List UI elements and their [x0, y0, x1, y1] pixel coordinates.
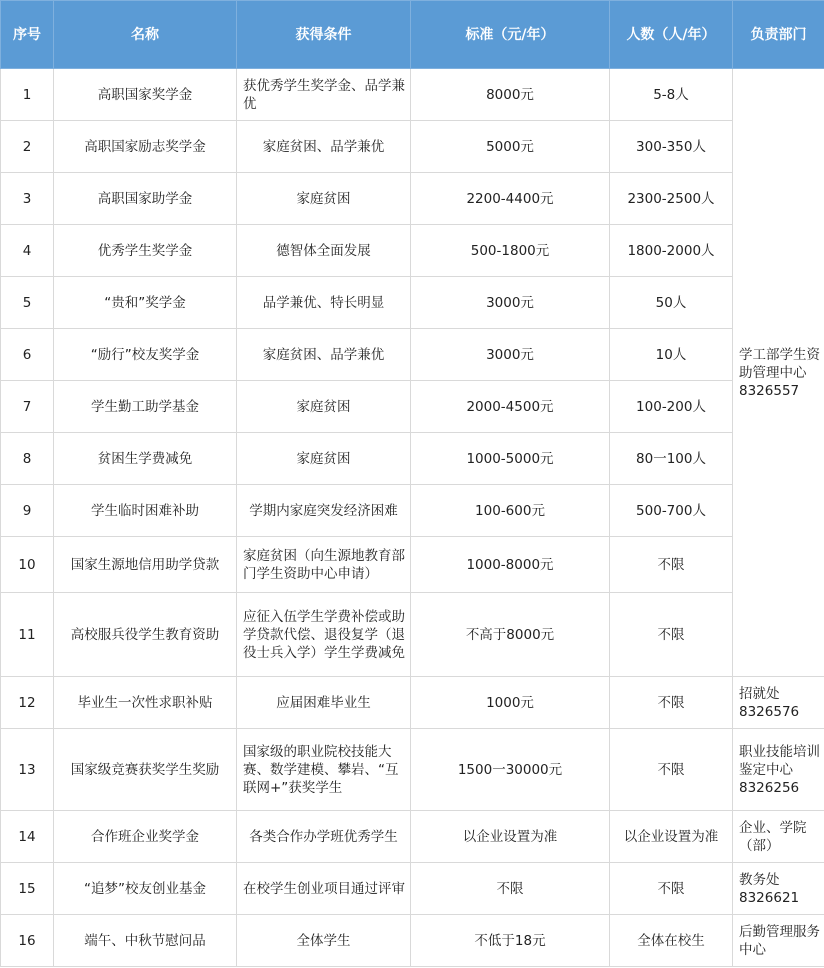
table-row — [1, 173, 824, 225]
cell-no: 10 — [1, 537, 54, 593]
cell-condition: 各类合作办学班优秀学生 — [237, 811, 411, 863]
cell-count: 2300-2500人 — [610, 173, 733, 225]
cell-standard: 1000元 — [411, 677, 610, 729]
cell-count: 不限 — [610, 677, 733, 729]
cell-condition: 学期内家庭突发经济困难 — [237, 485, 411, 537]
header-department: 负责部门 — [733, 1, 824, 69]
cell-no: 11 — [1, 593, 54, 677]
cell-condition: 全体学生 — [237, 915, 411, 967]
header-name: 名称 — [54, 1, 237, 69]
cell-department: 职业技能培训鉴定中心8326256 — [733, 729, 824, 811]
cell-standard: 500-1800元 — [411, 225, 610, 277]
header-row — [1, 1, 824, 69]
cell-condition: 国家级的职业院校技能大赛、数学建模、攀岩、“互联网+”获奖学生 — [237, 729, 411, 811]
cell-standard: 100-600元 — [411, 485, 610, 537]
cell-condition: 应征入伍学生学费补偿或助学贷款代偿、退役复学（退役士兵入学）学生学费减免 — [237, 593, 411, 677]
cell-no: 2 — [1, 121, 54, 173]
cell-name: 毕业生一次性求职补贴 — [54, 677, 237, 729]
cell-standard: 1500一30000元 — [411, 729, 610, 811]
cell-name: 高职国家助学金 — [54, 173, 237, 225]
cell-name: 合作班企业奖学金 — [54, 811, 237, 863]
cell-department: 招就处8326576 — [733, 677, 824, 729]
cell-name: 高职国家奖学金 — [54, 69, 237, 121]
cell-no: 9 — [1, 485, 54, 537]
table-row — [1, 915, 824, 967]
cell-name: “追梦”校友创业基金 — [54, 863, 237, 915]
cell-count: 以企业设置为准 — [610, 811, 733, 863]
cell-standard: 不限 — [411, 863, 610, 915]
cell-name: 贫困生学费减免 — [54, 433, 237, 485]
table-row — [1, 677, 824, 729]
table-row — [1, 729, 824, 811]
cell-standard: 不低于18元 — [411, 915, 610, 967]
cell-condition: 家庭贫困（向生源地教育部门学生资助中心申请） — [237, 537, 411, 593]
header-condition: 获得条件 — [237, 1, 411, 69]
table-row — [1, 537, 824, 593]
cell-standard: 8000元 — [411, 69, 610, 121]
cell-standard: 3000元 — [411, 277, 610, 329]
cell-no: 3 — [1, 173, 54, 225]
cell-name: 国家级竞赛获奖学生奖励 — [54, 729, 237, 811]
table-row — [1, 811, 824, 863]
cell-condition: 品学兼优、特长明显 — [237, 277, 411, 329]
table-row — [1, 863, 824, 915]
cell-name: 学生临时困难补助 — [54, 485, 237, 537]
cell-count: 不限 — [610, 729, 733, 811]
cell-condition: 应届困难毕业生 — [237, 677, 411, 729]
table-row — [1, 381, 824, 433]
cell-standard: 2200-4400元 — [411, 173, 610, 225]
cell-standard: 1000-8000元 — [411, 537, 610, 593]
cell-no: 5 — [1, 277, 54, 329]
header-count: 人数（人/年） — [610, 1, 733, 69]
cell-condition: 家庭贫困、品学兼优 — [237, 329, 411, 381]
cell-count: 全体在校生 — [610, 915, 733, 967]
table-row — [1, 329, 824, 381]
cell-standard: 1000-5000元 — [411, 433, 610, 485]
header-no: 序号 — [1, 1, 54, 69]
cell-condition: 家庭贫困 — [237, 381, 411, 433]
cell-name: “励行”校友奖学金 — [54, 329, 237, 381]
cell-department: 后勤管理服务中心 — [733, 915, 824, 967]
cell-department: 教务处8326621 — [733, 863, 824, 915]
cell-no: 6 — [1, 329, 54, 381]
cell-department: 企业、学院（部） — [733, 811, 824, 863]
cell-standard: 以企业设置为准 — [411, 811, 610, 863]
table-row — [1, 593, 824, 677]
cell-no: 7 — [1, 381, 54, 433]
cell-name: “贵和”奖学金 — [54, 277, 237, 329]
cell-no: 12 — [1, 677, 54, 729]
cell-name: 国家生源地信用助学贷款 — [54, 537, 237, 593]
cell-condition: 在校学生创业项目通过评审 — [237, 863, 411, 915]
cell-name: 高校服兵役学生教育资助 — [54, 593, 237, 677]
cell-standard: 5000元 — [411, 121, 610, 173]
cell-standard: 3000元 — [411, 329, 610, 381]
cell-department-merged: 学工部学生资助管理中心8326557 — [733, 69, 824, 677]
table-row — [1, 225, 824, 277]
cell-no: 4 — [1, 225, 54, 277]
cell-no: 1 — [1, 69, 54, 121]
cell-condition: 家庭贫困、品学兼优 — [237, 121, 411, 173]
cell-count: 10人 — [610, 329, 733, 381]
cell-condition: 获优秀学生奖学金、品学兼优 — [237, 69, 411, 121]
cell-name: 端午、中秋节慰问品 — [54, 915, 237, 967]
cell-count: 不限 — [610, 593, 733, 677]
table-row — [1, 69, 824, 121]
cell-count: 不限 — [610, 863, 733, 915]
table-row — [1, 433, 824, 485]
cell-no: 14 — [1, 811, 54, 863]
cell-name: 优秀学生奖学金 — [54, 225, 237, 277]
cell-name: 学生勤工助学基金 — [54, 381, 237, 433]
cell-count: 80一100人 — [610, 433, 733, 485]
cell-standard: 不高于8000元 — [411, 593, 610, 677]
cell-condition: 德智体全面发展 — [237, 225, 411, 277]
cell-no: 16 — [1, 915, 54, 967]
cell-count: 5-8人 — [610, 69, 733, 121]
table-row — [1, 277, 824, 329]
header-standard: 标准（元/年） — [411, 1, 610, 69]
table-row — [1, 121, 824, 173]
cell-condition: 家庭贫困 — [237, 433, 411, 485]
cell-count: 不限 — [610, 537, 733, 593]
cell-count: 300-350人 — [610, 121, 733, 173]
cell-name: 高职国家励志奖学金 — [54, 121, 237, 173]
cell-no: 8 — [1, 433, 54, 485]
table-row — [1, 485, 824, 537]
cell-count: 50人 — [610, 277, 733, 329]
cell-no: 13 — [1, 729, 54, 811]
cell-condition: 家庭贫困 — [237, 173, 411, 225]
cell-standard: 2000-4500元 — [411, 381, 610, 433]
cell-count: 100-200人 — [610, 381, 733, 433]
cell-count: 500-700人 — [610, 485, 733, 537]
cell-no: 15 — [1, 863, 54, 915]
cell-count: 1800-2000人 — [610, 225, 733, 277]
